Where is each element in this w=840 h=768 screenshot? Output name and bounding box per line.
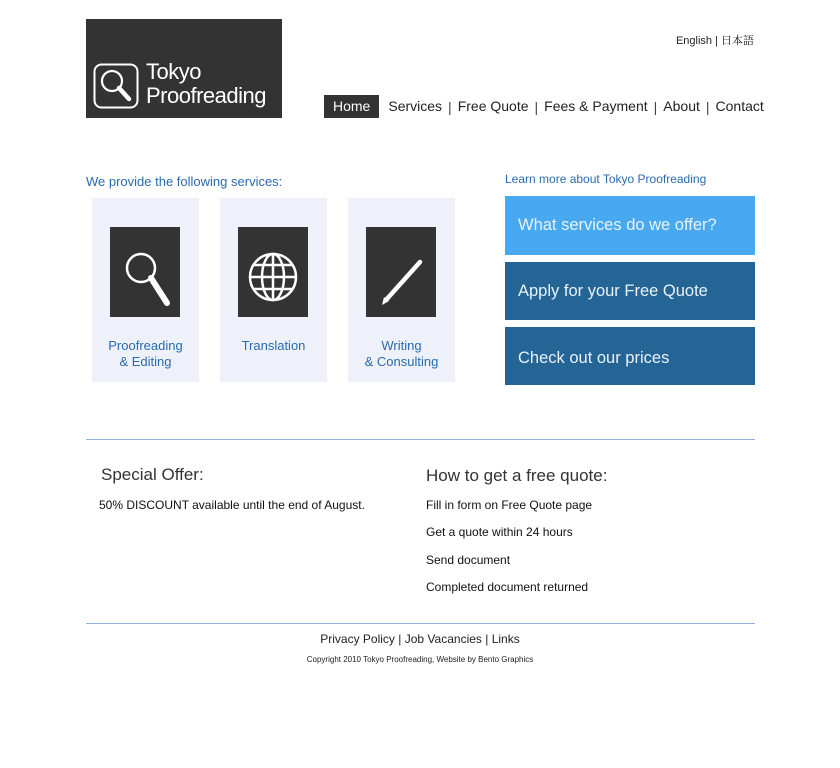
- quote-step: Send document: [426, 553, 511, 567]
- nav-services[interactable]: Services: [388, 98, 443, 114]
- service-label-line1: Proofreading: [108, 338, 183, 353]
- nav-separator: |: [653, 98, 658, 115]
- nav-home[interactable]: Home: [324, 95, 379, 118]
- brand-name: [146, 60, 266, 108]
- lang-japanese-link[interactable]: 日本語: [721, 35, 754, 47]
- footer-divider: [86, 623, 755, 624]
- services-offer-button[interactable]: What services do we offer?: [505, 196, 755, 255]
- service-label-line2: & Editing: [119, 354, 172, 369]
- service-label-line2: & Consulting: [364, 354, 439, 369]
- services-heading: We provide the following services:: [86, 174, 283, 189]
- service-label: [92, 338, 199, 370]
- service-tile: [110, 227, 180, 317]
- brand-line1: Tokyo: [146, 59, 201, 84]
- copyright: Copyright 2010 Tokyo Proofreading, Website by Bento Graphics: [306, 655, 534, 664]
- service-label: [348, 338, 455, 370]
- nav-separator: |: [448, 98, 452, 115]
- nav-fees-payment[interactable]: Fees & Payment: [544, 98, 648, 114]
- footer-separator: |: [485, 632, 489, 646]
- nav-free-quote[interactable]: Free Quote: [457, 98, 529, 114]
- service-tile: [366, 227, 436, 317]
- lang-separator: |: [715, 35, 718, 47]
- free-quote-button[interactable]: Apply for your Free Quote: [505, 262, 755, 320]
- footer-links: [0, 632, 840, 646]
- section-divider: [86, 439, 755, 440]
- nav-separator: |: [534, 98, 539, 115]
- globe-icon: [238, 227, 308, 317]
- learn-more-heading: Learn more about Tokyo Proofreading: [505, 172, 707, 186]
- magnifier-icon: [93, 63, 139, 109]
- special-offer-title: Special Offer:: [101, 465, 204, 484]
- footer-separator: |: [398, 632, 402, 646]
- job-vacancies-link[interactable]: Job Vacancies: [404, 632, 482, 646]
- pen-icon: [366, 227, 436, 317]
- service-label-line1: Writing: [381, 338, 422, 353]
- links-link[interactable]: Links: [491, 632, 520, 646]
- nav-about[interactable]: About: [663, 98, 700, 114]
- service-label: [220, 338, 327, 354]
- main-nav: [324, 95, 770, 118]
- quote-step: Get a quote within 24 hours: [426, 525, 573, 539]
- site-logo[interactable]: [86, 19, 282, 118]
- service-card-writing[interactable]: [348, 198, 455, 382]
- service-label-line1: Translation: [241, 338, 306, 353]
- privacy-policy-link[interactable]: Privacy Policy: [320, 632, 395, 646]
- quote-step: Completed document returned: [426, 580, 589, 594]
- magnifier-icon: [110, 227, 180, 317]
- service-tile: [238, 227, 308, 317]
- nav-separator: |: [705, 98, 710, 115]
- special-offer-text: 50% DISCOUNT available until the end of August.: [99, 498, 365, 512]
- service-card-proofreading[interactable]: [92, 198, 199, 382]
- language-switcher: [676, 32, 754, 48]
- free-quote-title: How to get a free quote:: [426, 466, 608, 485]
- quote-step: Fill in form on Free Quote page: [426, 498, 593, 512]
- lang-english-link[interactable]: English: [675, 35, 713, 47]
- nav-contact[interactable]: Contact: [715, 98, 764, 114]
- brand-line2: Proofreading: [146, 83, 266, 108]
- service-card-translation[interactable]: [220, 198, 327, 382]
- prices-button[interactable]: Check out our prices: [505, 327, 755, 385]
